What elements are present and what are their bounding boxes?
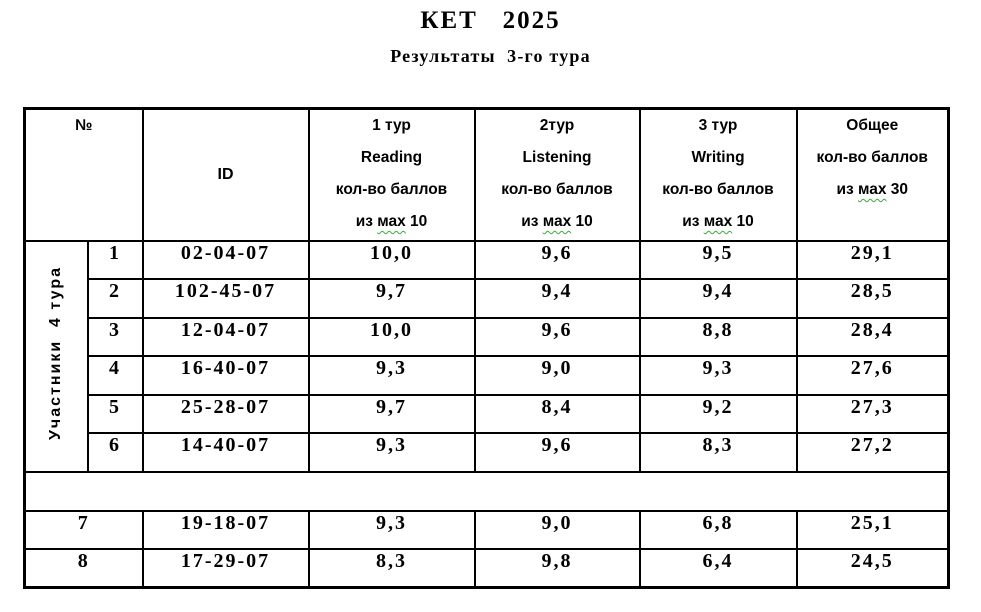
col-header-round1	[309, 109, 475, 241]
score-writing: 9,2	[640, 395, 797, 434]
score-listening: 9,6	[475, 318, 640, 357]
score-writing: 8,8	[640, 318, 797, 357]
header-row	[25, 109, 949, 241]
participant-id: 16-40-07	[143, 356, 309, 395]
header-line	[798, 174, 948, 206]
table-row	[25, 318, 949, 357]
row-number: 1	[88, 241, 143, 280]
score-listening: 9,4	[475, 279, 640, 318]
score-listening: 8,4	[475, 395, 640, 434]
header-line: кол-во баллов	[335, 181, 448, 198]
score-reading: 9,7	[309, 279, 475, 318]
row-number: 7	[25, 511, 143, 550]
row-number: 8	[25, 549, 143, 588]
header-line: кол-во баллов	[662, 181, 774, 198]
doc-title: КЕТ 2025	[420, 7, 561, 34]
header-text: 10	[571, 213, 593, 230]
header-line	[476, 206, 639, 238]
score-total: 24,5	[797, 549, 949, 588]
score-writing: 8,3	[640, 433, 797, 472]
spacer-cell	[25, 472, 949, 511]
results-table	[23, 107, 950, 589]
score-reading: 10,0	[309, 318, 475, 357]
score-total: 27,2	[797, 433, 949, 472]
score-writing: 6,8	[640, 511, 797, 550]
header-line: Writing	[691, 149, 745, 166]
row-number: 4	[88, 356, 143, 395]
score-reading: 9,3	[309, 511, 475, 550]
header-text: из	[521, 213, 543, 230]
header-text: из	[836, 181, 858, 198]
col-header-round2	[475, 109, 640, 241]
header-text: 30	[886, 181, 909, 198]
participant-id: 02-04-07	[143, 241, 309, 280]
row-number: 6	[88, 433, 143, 472]
table-row	[25, 549, 949, 588]
row-number: 3	[88, 318, 143, 357]
col-header-round3	[640, 109, 797, 241]
group-label-vertical: Участники 4 тура	[47, 266, 65, 441]
score-listening: 9,6	[475, 433, 640, 472]
score-writing: 9,3	[640, 356, 797, 395]
score-total: 25,1	[797, 511, 949, 550]
header-line: кол-во баллов	[501, 181, 613, 198]
misspelled-word: мах	[542, 213, 572, 230]
score-total: 27,3	[797, 395, 949, 434]
misspelled-word: мах	[857, 181, 887, 198]
participant-id: 14-40-07	[143, 433, 309, 472]
score-listening: 9,0	[475, 511, 640, 550]
table-row	[25, 241, 949, 280]
score-listening: 9,0	[475, 356, 640, 395]
header-line	[310, 206, 474, 238]
col-header-total	[797, 109, 949, 241]
score-writing: 9,5	[640, 241, 797, 280]
score-writing: 9,4	[640, 279, 797, 318]
score-total: 27,6	[797, 356, 949, 395]
participant-id: 12-04-07	[143, 318, 309, 357]
col-header-id: ID	[143, 109, 309, 241]
header-line: 1 тур	[372, 117, 411, 134]
table-row	[25, 356, 949, 395]
score-reading: 10,0	[309, 241, 475, 280]
score-reading: 8,3	[309, 549, 475, 588]
participant-id: 19-18-07	[143, 511, 309, 550]
spacer-row	[25, 472, 949, 511]
score-reading: 9,3	[309, 356, 475, 395]
table-row	[25, 279, 949, 318]
header-text: 10	[732, 213, 754, 230]
row-number: 2	[88, 279, 143, 318]
score-listening: 9,8	[475, 549, 640, 588]
score-total: 29,1	[797, 241, 949, 280]
header-line: 3 тур	[698, 117, 738, 134]
score-listening: 9,6	[475, 241, 640, 280]
header-line	[641, 206, 796, 238]
header-text: 10	[405, 213, 428, 230]
col-header-number: №	[25, 109, 143, 241]
header-line: кол-во баллов	[816, 149, 928, 166]
score-total: 28,5	[797, 279, 949, 318]
header-line: Reading	[360, 149, 423, 166]
header-line: Listening	[522, 149, 592, 166]
doc-subtitle: Результаты 3-го тура	[390, 46, 591, 66]
table-row	[25, 511, 949, 550]
table-row	[25, 433, 949, 472]
score-reading: 9,7	[309, 395, 475, 434]
misspelled-word: мах	[703, 213, 733, 230]
score-writing: 6,4	[640, 549, 797, 588]
header-line: 2тур	[539, 117, 575, 134]
header-line: Общее	[846, 117, 899, 134]
header-text: из	[682, 213, 704, 230]
score-reading: 9,3	[309, 433, 475, 472]
misspelled-word: мах	[377, 213, 406, 230]
score-total: 28,4	[797, 318, 949, 357]
participant-id: 17-29-07	[143, 549, 309, 588]
table-row	[25, 395, 949, 434]
group-label-cell	[25, 241, 88, 472]
participant-id: 102-45-07	[143, 279, 309, 318]
row-number: 5	[88, 395, 143, 434]
participant-id: 25-28-07	[143, 395, 309, 434]
header-text: из	[355, 213, 378, 230]
